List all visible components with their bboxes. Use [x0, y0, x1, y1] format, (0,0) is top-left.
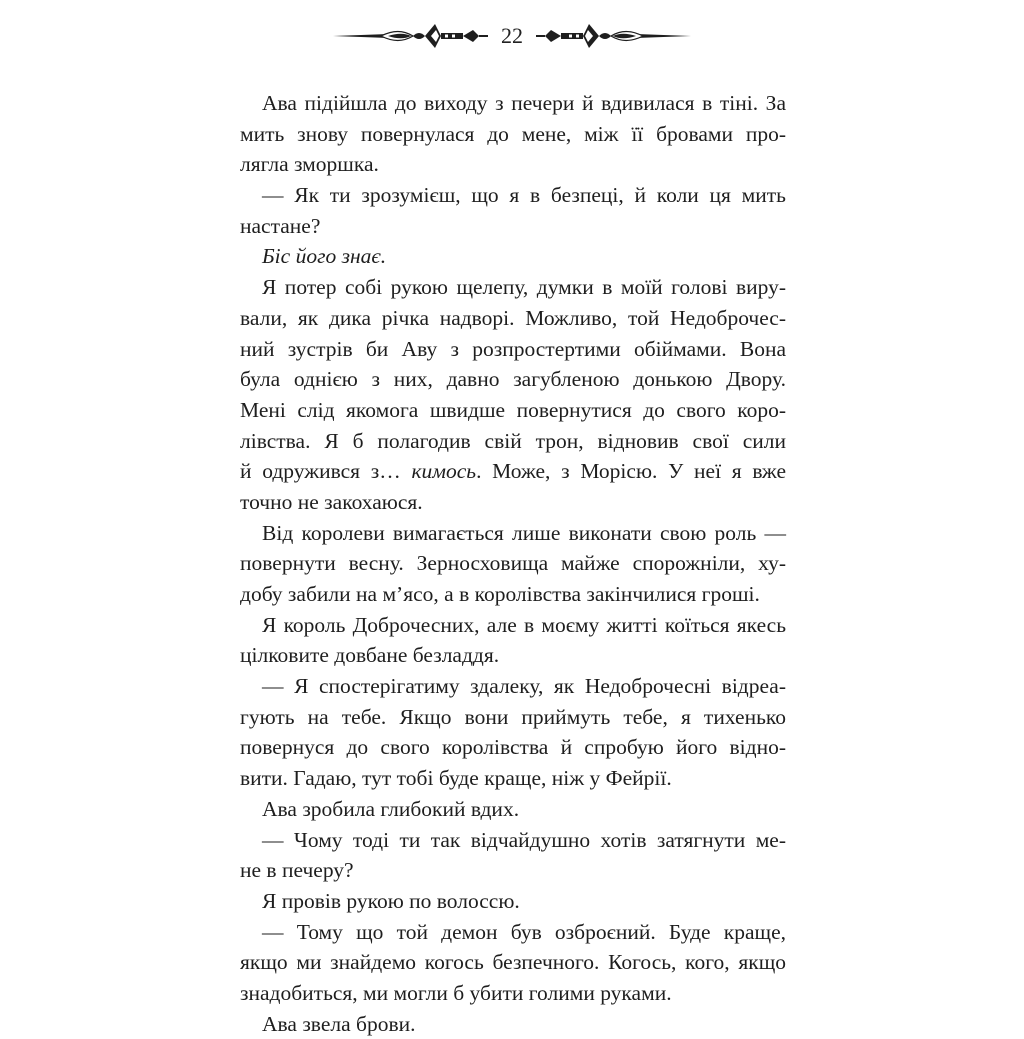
text-line: Ава підійшла до виходу з печери й вдивилася в тіні. За — [262, 91, 786, 115]
italic-word: кимось — [411, 459, 477, 484]
text-fragment: . Може, з Морісю. У неї я вже — [476, 459, 786, 484]
text-line: лягла зморшка. — [240, 152, 379, 177]
text-line: точно не закохаюся. — [240, 489, 423, 514]
text-line: вити. Гадаю, тут тобі буде краще, ніж у Фейрії. — [240, 766, 672, 791]
text-line: — Чому тоді ти так відчайдушно хотів затягнути ме- — [262, 827, 786, 852]
text-line: Ава зробила глибокий вдих. — [262, 796, 520, 821]
text-line: Ава звела брови. — [262, 1011, 416, 1036]
text-line: не в печеру? — [240, 858, 354, 883]
text-line: лівства. Я б полагодив свій трон, відновив свої сили — [240, 428, 786, 453]
text-line: добу забили на м’ясо, а в королівства закінчилися гроші. — [240, 582, 760, 606]
text-line: Від королеви вимагається лише виконати свою роль — — [262, 520, 786, 545]
text-line: гують на тебе. Якщо вони приймуть тебе, я тихенько — [240, 704, 786, 729]
page-number: 22 — [501, 23, 523, 48]
text-line: була однією з них, давно загубленою донькою Двору. — [240, 367, 786, 392]
text-line: настане? — [240, 213, 321, 238]
text-line: повернути весну. Зерносховища майже спорожніли, ху- — [240, 551, 786, 576]
text-line: знадобиться, ми могли б убити голими руками. — [240, 980, 672, 1005]
text-line: Біс його знає. — [262, 244, 387, 269]
text-line: — Я спостерігатиму здалеку, як Недоброчесні відреа- — [262, 674, 786, 699]
text-line: повернуся до свого королівства й спробую його відно- — [240, 735, 786, 760]
text-line: Я провів рукою по волоссю. — [262, 888, 520, 913]
text-line: — Як ти зрозумієш, що я в безпеці, й коли ця мить — [262, 183, 786, 208]
text-line: ний зустрів би Аву з розпростертими обіймами. Вона — [240, 336, 786, 361]
text-line: якщо ми знайдемо когось безпечного. Когось, кого, якщо — [240, 950, 786, 975]
text-line: вали, як дика річка надворі. Можливо, той Недоброчес- — [240, 305, 786, 330]
body-text — [240, 88, 786, 1039]
text-line: мить знову повернулася до мене, між її бровами про- — [240, 121, 786, 146]
text-line: Я король Доброчесних, але в моєму житті коїться якесь — [262, 612, 786, 637]
text-line: цілковите довбане безладдя. — [240, 643, 500, 668]
text-line: — Тому що той демон був озброєний. Буде краще, — [262, 919, 786, 944]
text-line: Я потер собі рукою щелепу, думки в моїй голові виру- — [262, 275, 786, 300]
sword-ornament-right-icon — [536, 20, 691, 52]
text-line — [240, 456, 786, 487]
text-line: Мені слід якомога швидше повернутися до свого коро- — [240, 397, 786, 422]
text-fragment: й одружився з… — [240, 459, 412, 484]
sword-ornament-left-icon — [333, 20, 488, 52]
page-header — [0, 10, 1024, 60]
